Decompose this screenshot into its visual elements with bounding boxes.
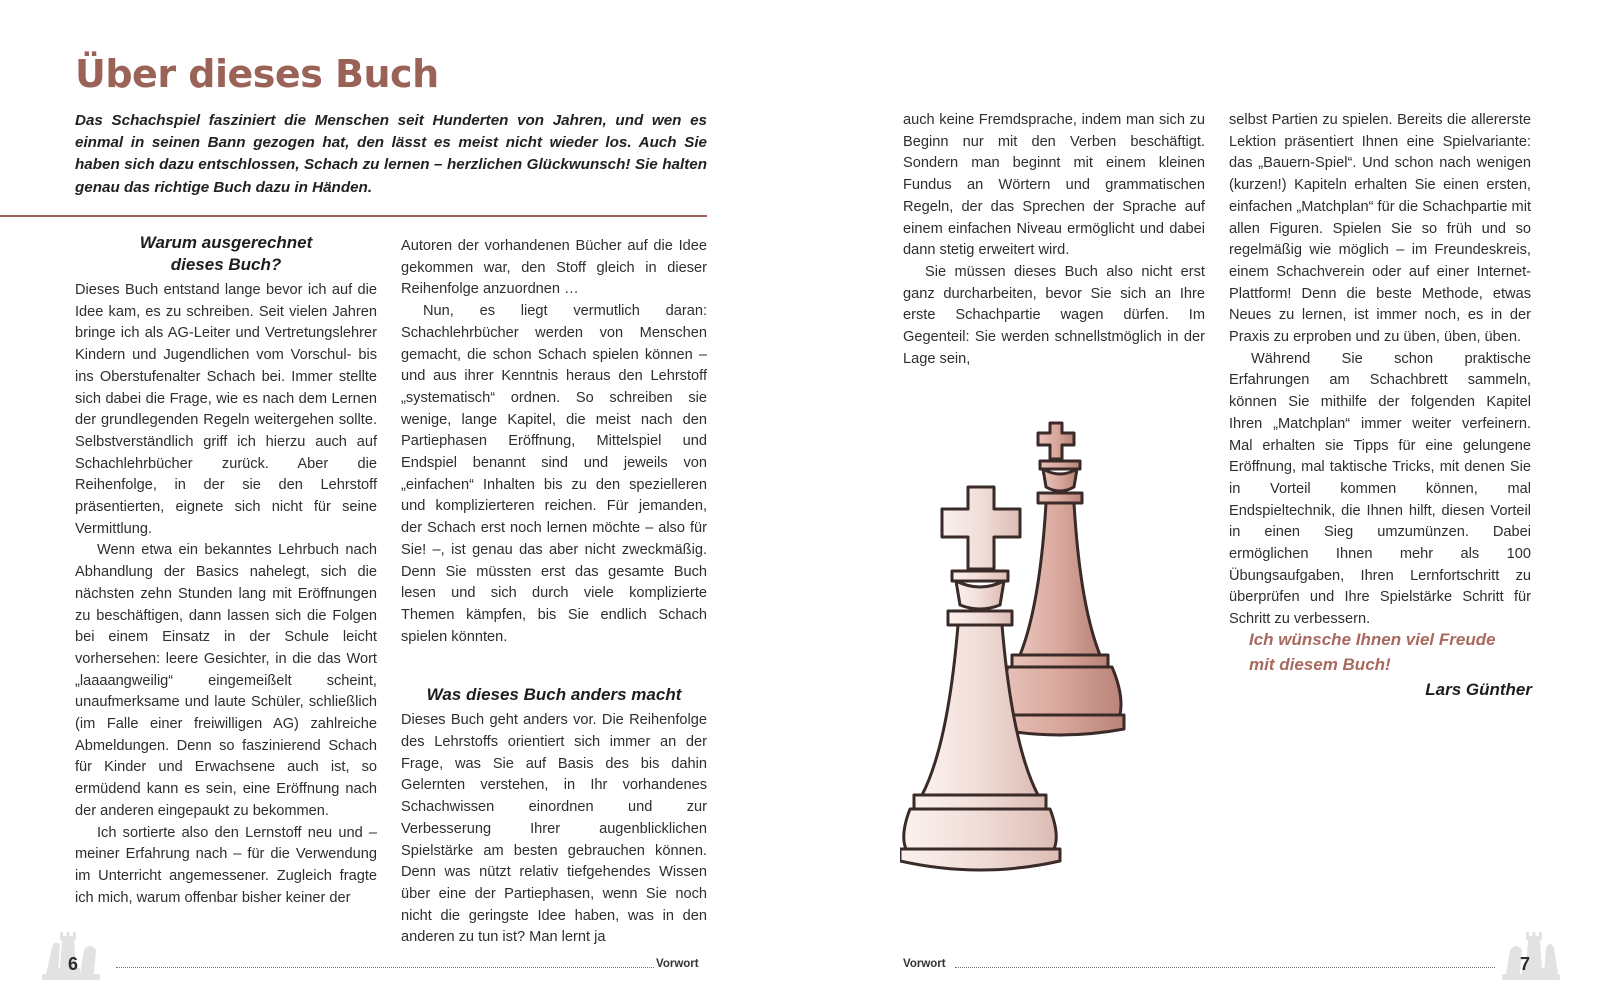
column-3: [903, 110, 1205, 370]
body-paragraph: selbst Partien zu spielen. Bereits die allererste Lektion präsentiert Ihnen eine Spielvariante: das „Bauern-Spiel“. Und schon nach wenigen (kurzen!) Kapiteln erhalten Sie einen ersten, einfachen „Matchplan“ für die Schachpartie mit allen Figuren. Spielen Sie so früh und so regelmäßig wie möglich – im Freundeskreis, einem Schachverein oder auf einer Internet-Plattform! Denn die beste Methode, etwas Neues zu lernen, ist immer noch, es in der Praxis zu erproben und zu üben, üben, üben.: [1229, 112, 1531, 346]
section-heading-anders: Was dieses Buch anders macht: [426, 685, 682, 705]
body-paragraph: Nun, es liegt vermutlich daran: Schachlehrbücher werden von Menschen gemacht, die schon Schach spielen können – und aus ihrer Kenntnis heraus den Lehrstoff „systematisch“ ordnen. So schreiben sie wenige, lange Kapitel, die meist nach den Partiephasen Eröffnung, Mittelspiel und Endspiel benannt sind und jeweils von „einfachen“ Inhalten bis zu den spezielleren und komplizierteren reichen. Für jemanden, der Schach erst noch lernen möchte – also für Sie! –, ist genau das aber nicht zweckmäßig. Denn Sie müssten erst das gesamte Buch lesen und sich durch viele komplizierte Themen kämpfen, bis Sie endlich Schach spielen könnten.: [401, 303, 707, 645]
section-heading-warum: [75, 232, 377, 276]
footer-dotted-line-left: [116, 967, 654, 968]
body-paragraph: Dieses Buch geht anders vor. Die Reihenfolge des Lehrstoffs orientiert sich immer an der Frage, was Sie auf Basis des bis dahin Gelernten verstehen, in Ihr vorhandenes Schachwissen einordnen und zur Verbesserung Ihrer augenblicklichen Spielstärke am besten gebrauchen können. Denn was nützt relativ tiefgehendes Wissen über eine der Partiephasen, wenn Sie noch nicht die geringste Idee haben, was in den anderen zu tun ist? Man lernt ja: [401, 712, 707, 946]
body-paragraph: auch keine Fremdsprache, indem man sich zu Beginn nur mit den Verben beschäftigt. Sondern man beginnt mit einem kleinen Fundus an Wörtern und grammatischen Regeln, der das Sprechen der Sprache auf einem einfachen Niveau ermöglicht und dabei dann stetig erweitert wird.: [903, 112, 1205, 259]
closing-wish-line2: mit diesem Buch!: [1249, 655, 1391, 674]
page-number-right: 7: [1520, 954, 1531, 974]
title-divider: [0, 215, 707, 217]
footer-label-right: Vorwort: [903, 958, 946, 970]
body-paragraph: Ich sortierte also den Lernstoff neu und – meiner Erfahrung nach – für die Verwendung im Unterricht angemessener. Zugleich fragte ich mich, warum offenbar bisher keiner der: [75, 824, 377, 906]
intro-paragraph: Das Schachspiel fasziniert die Menschen seit Hunderten von Jahren, und wen es einmal in seinen Bann gezogen hat, den lässt es meist nicht wieder los. Auch Sie haben sich dazu entschlossen, Schach zu lernen – herzlichen Glückwunsch! Sie halten genau das richtige Buch dazu in Händen.: [75, 112, 707, 196]
chess-kings-illustration: [900, 415, 1220, 880]
column-2: [401, 236, 707, 949]
body-paragraph: Autoren der vorhandenen Bücher auf die Idee gekommen war, den Stoff gleich in dieser Reihenfolge anzuordnen …: [401, 238, 707, 298]
footer-dotted-line-right: [955, 967, 1495, 968]
author-signature: Lars Günther: [1425, 680, 1532, 699]
body-paragraph: Sie müssen dieses Buch also nicht erst ganz durcharbeiten, bevor Sie sich an Ihre erste Schachpartie wagen dürfen. Im Gegenteil: Sie werden schnellstmöglich in der Lage sein,: [903, 263, 1205, 367]
page-number-left: 6: [68, 954, 79, 974]
section-heading-line2: dieses Buch?: [170, 255, 282, 274]
footer-chess-icon-right: [1500, 928, 1562, 984]
closing-wish-line1: Ich wünsche Ihnen viel Freude: [1249, 630, 1496, 649]
body-paragraph: Wenn etwa ein bekanntes Lehrbuch nach Abhandlung der Basics nahelegt, sich die nächsten zehn Stunden lang mit Eröffnungen zu beschäftigen, dann lassen sich die Folgen bei einem Einsatz in der Schule leicht vorhersehen: leere Gesichter, in die das Wort „laaaangweilig“ eingemeißelt scheint, unaufmerksame und laute Schüler, schließlich (im Falle einer freiwilligen AG) zahlreiche Abmeldungen. Denn so faszinierend Schach für Kinder und Erwachsene auch ist, so ermüdend kann es sein, eine Eröffnung nach der anderen eingepaukt zu bekommen.: [75, 542, 377, 819]
body-paragraph: Während Sie schon praktische Erfahrungen am Schachbrett sammeln, können Sie mithilfe der folgenden Kapitel Ihren „Matchplan“ immer weiter verfeinern. Mal erhalten sie Tipps für eine gelungene Eröffnung, mal taktische Tricks, mit denen Sie in Vorteil kommen können, mal Endspieltechnik, die Ihnen hilft, diesen Vorteil in einen Sieg umzumünzen. Dabei ermöglichen Ihnen mehr als 100 Übungsaufgaben, Ihren Lernfortschritt zu überprüfen und Ihre Spielstärke Schritt für Schritt zu verbessern.: [1229, 350, 1531, 628]
page-title: Über dieses Buch: [75, 52, 439, 96]
column-1: [75, 232, 377, 909]
body-paragraph: Dieses Buch entstand lange bevor ich auf die Idee kam, es zu schreiben. Seit vielen Jahren bringe ich als AG-Leiter und Vertretungslehrer Kindern und Jugendlichen vom Vorschul- bis ins Oberstufenalter Schach bei. Immer stellte sich dabei die Frage, wie es nach dem Lernen der grundlegenden Regeln weitergehen sollte. Selbstverständlich griff ich hierzu auch auf Schachlehrbücher zurück. Aber die Reihenfolge, in der sie den Lehrstoff präsentierten, eignete sich nicht für seine Vermittlung.: [75, 282, 377, 537]
closing-wish: [1249, 627, 1496, 677]
section-heading-line1: Warum ausgerechnet: [139, 233, 313, 252]
footer-label-left: Vorwort: [656, 958, 699, 970]
column-4: [1229, 110, 1531, 631]
